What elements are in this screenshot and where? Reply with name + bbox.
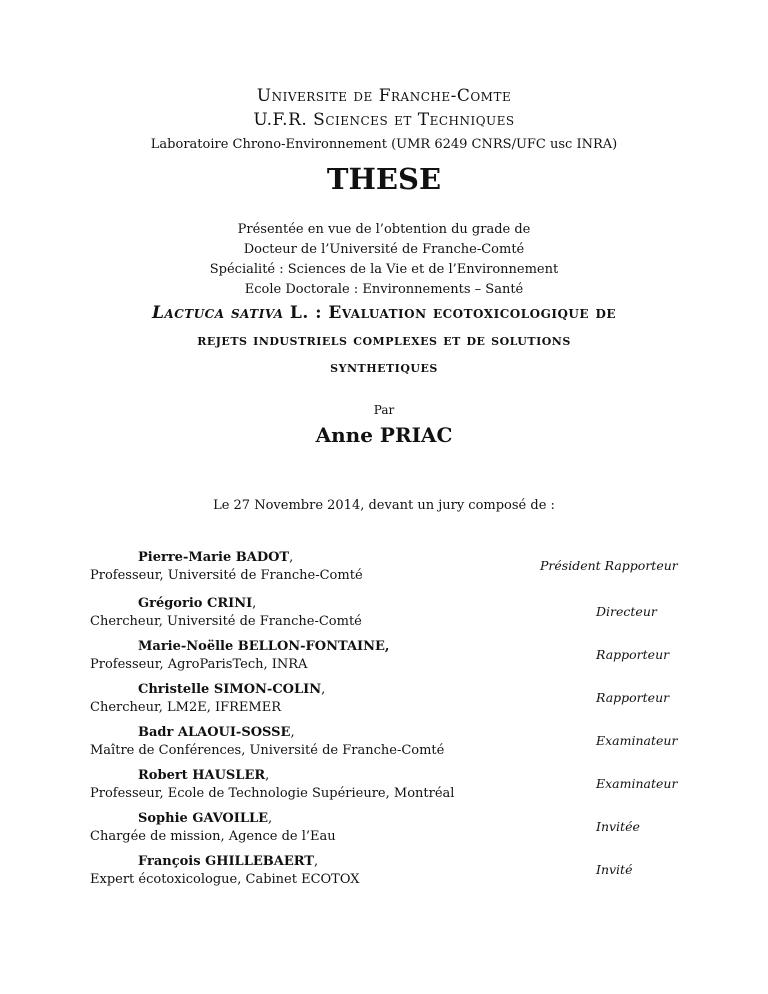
jury-member: [0, 811, 768, 851]
jury-member-name: Marie-Noëlle BELLON-FONTAINE,: [138, 639, 390, 654]
document-type-heading: THESE: [326, 162, 442, 196]
presentation-line: Spécialité : Sciences de la Vie et de l’Environnement: [209, 262, 559, 277]
presentation-line: Ecole Doctorale : Environnements – Santé: [244, 282, 524, 297]
jury-member-role: Directeur: [596, 604, 657, 619]
author-name: Anne PRIAC: [315, 423, 453, 447]
jury-member-affiliation: Expert écotoxicologue, Cabinet ECOTOX: [90, 872, 360, 887]
thesis-title: [60, 300, 708, 381]
ufr-name: U.F.R. Sciences et Techniques: [253, 110, 515, 130]
jury-member: [0, 854, 768, 894]
jury-member-role: Invité: [596, 862, 633, 877]
jury-member-role: Examinateur: [596, 776, 678, 791]
jury-member: [0, 550, 768, 590]
jury-member-role: Président Rapporteur: [540, 558, 678, 573]
jury-member-affiliation: Maître de Conférences, Université de Franche-Comté: [90, 743, 445, 758]
thesis-title-line-3: synthetiques: [330, 358, 438, 376]
presentation-line: Présentée en vue de l’obtention du grade de: [237, 222, 531, 237]
jury-member: [0, 768, 768, 808]
thesis-title-part: L. : Evaluation ecotoxicologique de: [283, 303, 617, 323]
jury-member-role: Examinateur: [596, 733, 678, 748]
jury-member-name: Pierre-Marie BADOT,: [138, 550, 294, 565]
jury-member-affiliation: Professeur, Ecole de Technologie Supérieure, Montréal: [90, 786, 455, 801]
thesis-title-line-1: [60, 300, 708, 327]
jury-member-affiliation: Professeur, Université de Franche-Comté: [90, 568, 363, 583]
jury-member: [0, 725, 768, 765]
jury-member: [0, 682, 768, 722]
thesis-title-line-2: rejets industriels complexes et de solutions: [197, 331, 571, 349]
jury-member-name: Christelle SIMON-COLIN,: [138, 682, 326, 697]
jury-member-name: Badr ALAOUI-SOSSE,: [138, 725, 295, 740]
species-name: Lactuca sativa: [151, 303, 284, 323]
jury-member-name: Grégorio CRINI,: [138, 596, 257, 611]
university-name: Universite de Franche-Comte: [256, 86, 512, 106]
jury-member: [0, 639, 768, 679]
jury-member-affiliation: Chercheur, LM2E, IFREMER: [90, 700, 281, 715]
jury-member-name: Sophie GAVOILLE,: [138, 811, 273, 826]
jury-member-name: Robert HAUSLER,: [138, 768, 270, 783]
jury-member-affiliation: Chercheur, Université de Franche-Comté: [90, 614, 362, 629]
jury-member-affiliation: Chargée de mission, Agence de l’Eau: [90, 829, 336, 844]
by-label: Par: [373, 403, 395, 417]
jury-member: [0, 596, 768, 636]
jury-member-role: Rapporteur: [596, 690, 670, 705]
jury-member-affiliation: Professeur, AgroParisTech, INRA: [90, 657, 308, 672]
laboratory-name: Laboratoire Chrono-Environnement (UMR 6249 CNRS/UFC usc INRA): [150, 137, 618, 152]
presentation-block: [0, 220, 768, 300]
jury-member-role: Invitée: [596, 819, 640, 834]
jury-member-role: Rapporteur: [596, 647, 670, 662]
jury-member-name: François GHILLEBAERT,: [138, 854, 319, 869]
presentation-line: Docteur de l’Université de Franche-Comté: [243, 242, 525, 257]
defense-date-line: Le 27 Novembre 2014, devant un jury composé de :: [213, 498, 555, 513]
